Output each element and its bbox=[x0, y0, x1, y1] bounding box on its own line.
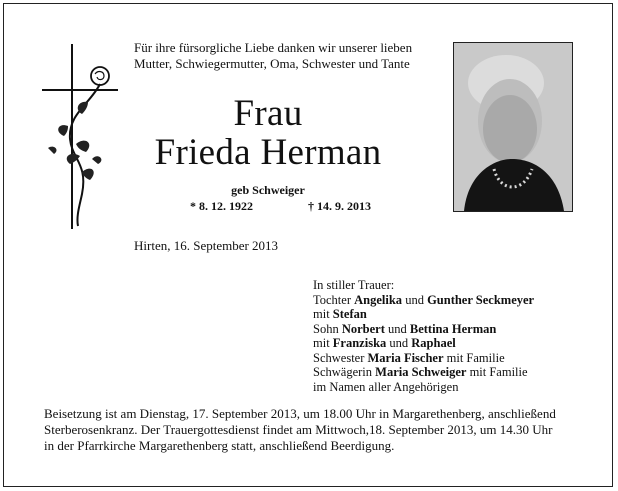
mourner-line: mit Stefan bbox=[313, 307, 367, 321]
salutation: Frau bbox=[233, 93, 303, 134]
funeral-line-2: Sterberosenkranz. Der Trauergottesdienst findet am Mittwoch,18. September 2013, um 14.30 Uhr bbox=[44, 422, 553, 437]
place-and-date: Hirten, 16. September 2013 bbox=[134, 238, 279, 253]
mourner-line: Tochter Angelika und Gunther Seckmeyer bbox=[313, 292, 535, 307]
funeral-line-3: in der Pfarrkirche Margarethenberg statt, anschließend Beerdigung. bbox=[44, 438, 395, 453]
mourner-line: mit Franziska und Raphael bbox=[313, 336, 456, 350]
death-date: † 14. 9. 2013 bbox=[308, 199, 371, 213]
cross-with-rose-icon bbox=[40, 44, 120, 229]
mourners-list bbox=[313, 278, 534, 394]
mourner-line: Sohn Norbert und Bettina Herman bbox=[313, 321, 497, 336]
mourner-line: Schwester Maria Fischer mit Familie bbox=[313, 350, 505, 365]
mourners-heading: In stiller Trauer: bbox=[313, 278, 395, 292]
portrait-photo bbox=[453, 42, 573, 212]
funeral-line-1: Beisetzung ist am Dienstag, 17. September 2013, um 18.00 Uhr in Margarethenberg, anschließend bbox=[44, 406, 556, 421]
thanks-line-1: Für ihre fürsorgliche Liebe danken wir unserer lieben bbox=[134, 40, 413, 55]
birth-date: * 8. 12. 1922 bbox=[190, 199, 253, 213]
deceased-name: Frieda Herman bbox=[154, 132, 382, 173]
maiden-name: geb Schweiger bbox=[231, 183, 305, 197]
thanks-line-2: Mutter, Schwiegermutter, Oma, Schwester und Tante bbox=[134, 56, 410, 71]
funeral-details bbox=[44, 406, 589, 454]
mourner-line: Schwägerin Maria Schweiger mit Familie bbox=[313, 365, 528, 379]
thanks-text bbox=[134, 40, 434, 72]
mourner-line: im Namen aller Angehörigen bbox=[313, 379, 459, 394]
